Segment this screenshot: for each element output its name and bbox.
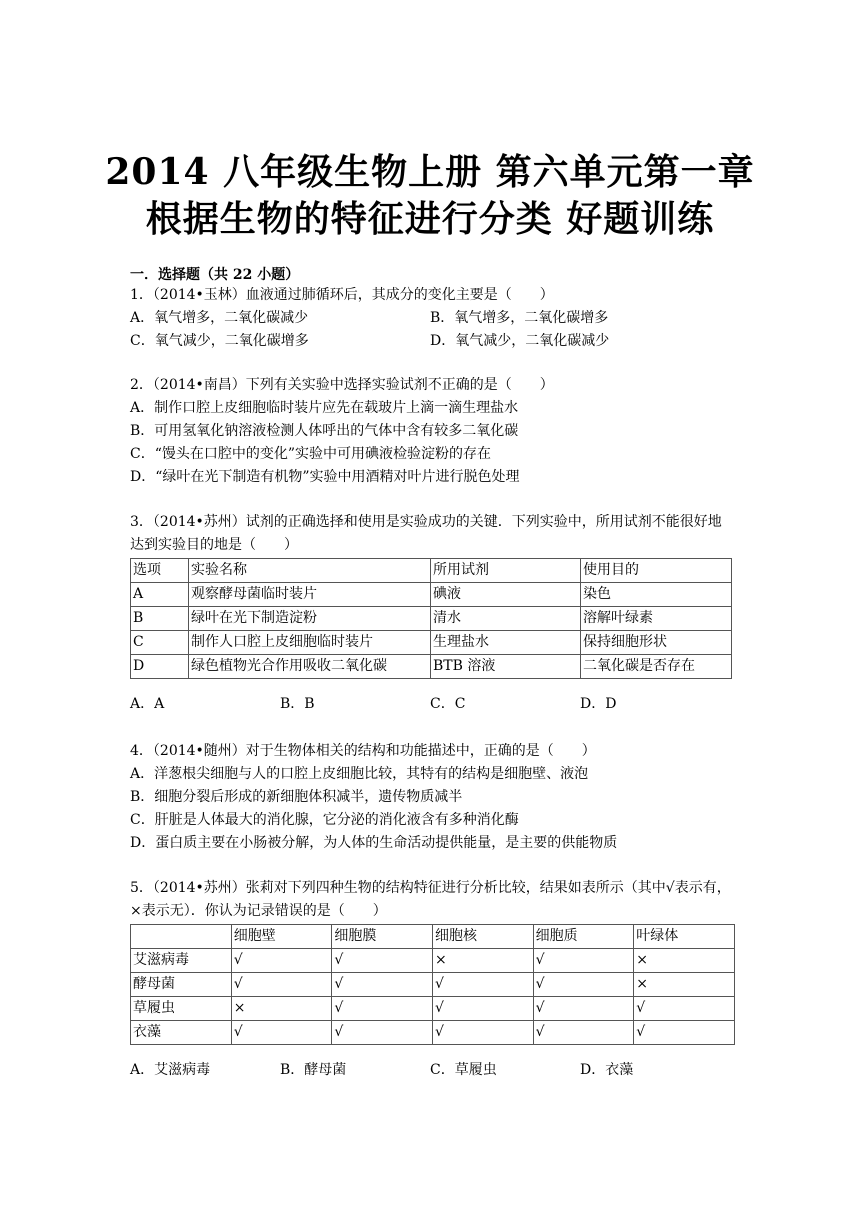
option-a: A．洋葱根尖细胞与人的口腔上皮细胞比较，其特有的结构是细胞壁、液泡: [130, 766, 589, 782]
table-row: [131, 997, 735, 1021]
table-header-row: [131, 559, 732, 583]
table-header-cell: 细胞壁: [231, 925, 332, 949]
options-list: [130, 307, 735, 353]
question-3: [130, 511, 735, 716]
option-c: C．“馒头在口腔中的变化”实验中可用碘液检验淀粉的存在: [130, 446, 492, 462]
question-stem: 3．（2014•苏州）试剂的正确选择和使用是实验成功的关键．下列实验中，所用试剂不能很好地达到实验目的地是（ ）: [130, 514, 722, 553]
option-b: B．可用氢氧化钠溶液检测人体呼出的气体中含有较多二氧化碳: [130, 423, 519, 439]
option-b: B．氧气增多，二氧化碳增多: [430, 310, 609, 326]
option-d: D．“绿叶在光下制造有机物”实验中用酒精对叶片进行脱色处理: [130, 469, 520, 485]
table-cell: 观察酵母菌临时装片: [189, 583, 431, 607]
table-row: [131, 949, 735, 973]
option-b: B．B: [280, 696, 315, 712]
option-a: A．A: [130, 696, 165, 712]
table-cell: ×: [433, 949, 534, 973]
table-cell: C: [131, 631, 189, 655]
table-cell: 清水: [431, 607, 581, 631]
table-cell: 制作人口腔上皮细胞临时装片: [189, 631, 431, 655]
question-stem: 5．（2014•苏州）张莉对下列四种生物的结构特征进行分析比较，结果如表所示（其中√表示有，×表示无）．你认为记录错误的是（ ）: [130, 880, 731, 919]
table-cell: √: [533, 997, 634, 1021]
table-cell: √: [433, 973, 534, 997]
table-cell: √: [332, 973, 433, 997]
table-cell: 二氧化碳是否存在: [581, 655, 732, 679]
document-title-line-1: 2014 八年级生物上册 第六单元第一章: [105, 151, 755, 193]
options-list: [130, 693, 735, 716]
table-cell: √: [332, 1021, 433, 1045]
table-cell: 绿色植物光合作用吸收二氧化碳: [189, 655, 431, 679]
table-row: [131, 583, 732, 607]
table-cell: √: [533, 973, 634, 997]
option-d: D．氧气减少，二氧化碳减少: [430, 333, 610, 349]
option-a: A．制作口腔上皮细胞临时装片应先在载玻片上滴一滴生理盐水: [130, 400, 519, 416]
option-c: C．氧气减少，二氧化碳增多: [130, 333, 309, 349]
table-cell: √: [433, 997, 534, 1021]
table-cell: 保持细胞形状: [581, 631, 732, 655]
option-a: A．艾滋病毒: [130, 1062, 211, 1078]
table-cell: 生理盐水: [431, 631, 581, 655]
table-cell: √: [634, 1021, 735, 1045]
table-cell: 溶解叶绿素: [581, 607, 732, 631]
table-cell: 衣藻: [131, 1021, 232, 1045]
table-cell: √: [533, 1021, 634, 1045]
option-b: B．酵母菌: [280, 1062, 347, 1078]
table-cell: √: [231, 1021, 332, 1045]
option-c: C．C: [430, 696, 466, 712]
option-c: C．草履虫: [430, 1062, 497, 1078]
table-row: [131, 1021, 735, 1045]
table-header-cell: 细胞膜: [332, 925, 433, 949]
section-heading: 一．选择题（共 22 小题）: [130, 267, 300, 283]
table-cell: 草履虫: [131, 997, 232, 1021]
table-cell: 绿叶在光下制造淀粉: [189, 607, 431, 631]
table-cell: √: [533, 949, 634, 973]
table-header-cell: 实验名称: [189, 559, 431, 583]
table-cell: 酵母菌: [131, 973, 232, 997]
table-cell: √: [332, 949, 433, 973]
question-stem: 4．（2014•随州）对于生物体相关的结构和功能描述中，正确的是（ ）: [130, 743, 596, 759]
table-header-cell: 细胞核: [433, 925, 534, 949]
table-row: [131, 607, 732, 631]
table-header-cell: [131, 925, 232, 949]
option-d: D．D: [580, 696, 617, 712]
table-cell: 染色: [581, 583, 732, 607]
table-row: [131, 973, 735, 997]
table-cell: √: [231, 973, 332, 997]
table-cell: 艾滋病毒: [131, 949, 232, 973]
reagent-table: [130, 558, 732, 679]
table-cell: √: [433, 1021, 534, 1045]
table-cell: D: [131, 655, 189, 679]
question-5: [130, 877, 735, 1082]
table-row: [131, 631, 732, 655]
option-a: A．氧气增多，二氧化碳减少: [130, 310, 309, 326]
table-cell: ×: [634, 973, 735, 997]
table-row: [131, 655, 732, 679]
table-cell: B: [131, 607, 189, 631]
question-4: [130, 740, 735, 855]
table-cell: BTB 溶液: [431, 655, 581, 679]
table-header-cell: 细胞质: [533, 925, 634, 949]
option-c: C．肝脏是人体最大的消化腺，它分泌的消化液含有多种消化酶: [130, 812, 519, 828]
table-header-cell: 选项: [131, 559, 189, 583]
option-d: D．蛋白质主要在小肠被分解，为人体的生命活动提供能量，是主要的供能物质: [130, 835, 618, 851]
table-header-cell: 所用试剂: [431, 559, 581, 583]
table-cell: 碘液: [431, 583, 581, 607]
table-cell: A: [131, 583, 189, 607]
table-cell: ×: [634, 949, 735, 973]
option-d: D．衣藻: [580, 1062, 634, 1078]
document-title-line-2: 根据生物的特征进行分类 好题训练: [145, 198, 715, 240]
table-header-row: [131, 925, 735, 949]
table-cell: √: [231, 949, 332, 973]
structure-comparison-table: [130, 924, 735, 1045]
question-2: [130, 374, 735, 489]
table-header-cell: 使用目的: [581, 559, 732, 583]
question-1: [130, 284, 735, 353]
options-list: [130, 1059, 735, 1082]
table-header-cell: 叶绿体: [634, 925, 735, 949]
question-stem: 1．（2014•玉林）血液通过肺循环后，其成分的变化主要是（ ）: [130, 287, 554, 303]
option-b: B．细胞分裂后形成的新细胞体积减半，遗传物质减半: [130, 789, 463, 805]
table-cell: √: [634, 997, 735, 1021]
table-cell: ×: [231, 997, 332, 1021]
question-stem: 2．（2014•南昌）下列有关实验中选择实验试剂不正确的是（ ）: [130, 377, 554, 393]
table-cell: √: [332, 997, 433, 1021]
